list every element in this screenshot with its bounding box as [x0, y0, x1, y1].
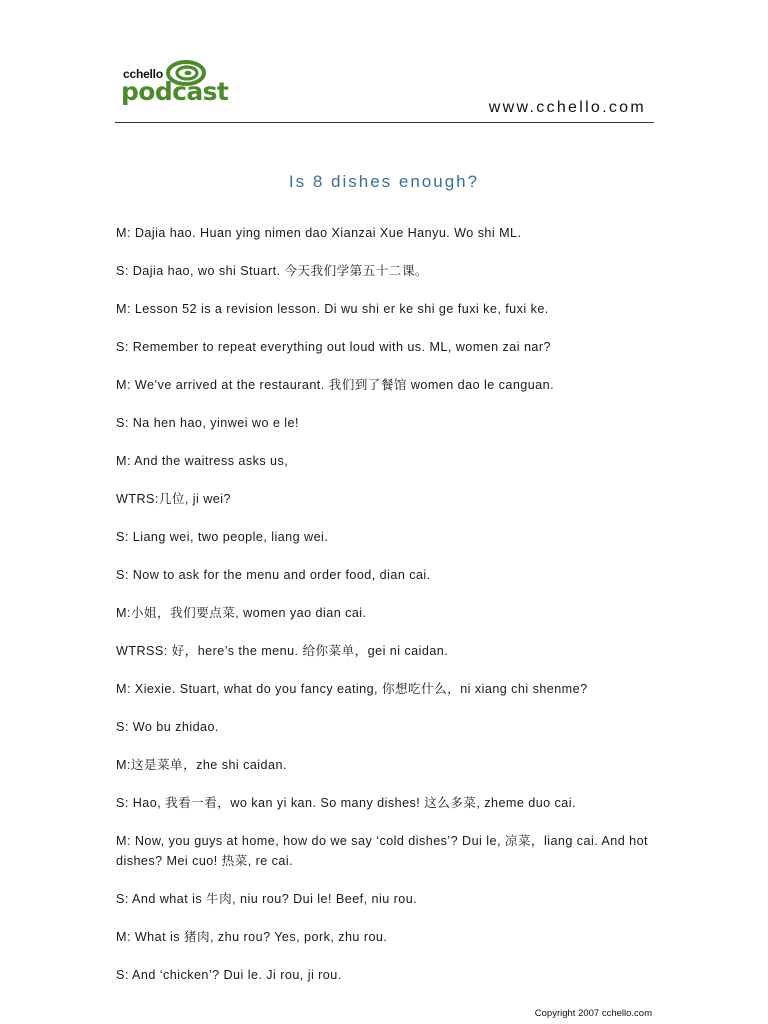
dialogue-line: S: And ‘chicken’? Dui le. Ji rou, ji rou.: [116, 968, 342, 982]
dialogue-line: M: And the waitress asks us,: [116, 454, 289, 468]
dialogue-line: M: What is 猪肉, zhu rou? Yes, pork, zhu rou.: [116, 930, 388, 944]
dialogue-line: M: Now, you guys at home, how do we say ‘cold dishes’? Dui le, 凉菜，liang cai. And hot dishes? Mei cuo! 热菜, re cai.: [116, 834, 648, 868]
dialogue-transcript: [116, 223, 664, 1003]
dialogue-line: M: We’ve arrived at the restaurant. 我们到了餐馆 women dao le canguan.: [116, 378, 555, 392]
dialogue-line: M:小姐，我们要点菜, women yao dian cai.: [116, 606, 367, 620]
cchello-podcast-logo: [121, 60, 231, 110]
dialogue-line: S: And what is 牛肉, niu rou? Dui le! Beef, niu rou.: [116, 892, 418, 906]
copyright-footer: Copyright 2007 cchello.com: [534, 1008, 652, 1019]
dialogue-line: S: Remember to repeat everything out loud with us. ML, women zai nar?: [116, 340, 551, 354]
dialogue-line: WTRSS: 好，here’s the menu. 给你菜单，gei ni caidan.: [116, 644, 449, 658]
dialogue-line: M: Lesson 52 is a revision lesson. Di wu shi er ke shi ge fuxi ke, fuxi ke.: [116, 302, 549, 316]
dialogue-line: S: Liang wei, two people, liang wei.: [116, 530, 329, 544]
site-url: www.cchello.com: [488, 99, 646, 116]
dialogue-line: S: Na hen hao, yinwei wo e le!: [116, 416, 299, 430]
dialogue-line: S: Now to ask for the menu and order food, dian cai.: [116, 568, 431, 582]
dialogue-line: S: Hao, 我看一看，wo kan yi kan. So many dishes! 这么多菜, zheme duo cai.: [116, 796, 576, 810]
logo-small-text: cchello: [123, 67, 163, 81]
header-divider: [115, 122, 654, 123]
dialogue-line: M:这是菜单，zhe shi caidan.: [116, 758, 287, 772]
logo-podcast-text: podcast: [121, 77, 229, 106]
dialogue-line: M: Xiexie. Stuart, what do you fancy eating, 你想吃什么，ni xiang chi shenme?: [116, 682, 588, 696]
dialogue-line: WTRS:几位, ji wei?: [116, 492, 231, 506]
dialogue-line: M: Dajia hao. Huan ying nimen dao Xianzai Xue Hanyu. Wo shi ML.: [116, 226, 522, 240]
document-title: Is 8 dishes enough?: [288, 172, 480, 191]
dialogue-line: S: Wo bu zhidao.: [116, 720, 219, 734]
dialogue-line: S: Dajia hao, wo shi Stuart. 今天我们学第五十二课。: [116, 264, 428, 278]
